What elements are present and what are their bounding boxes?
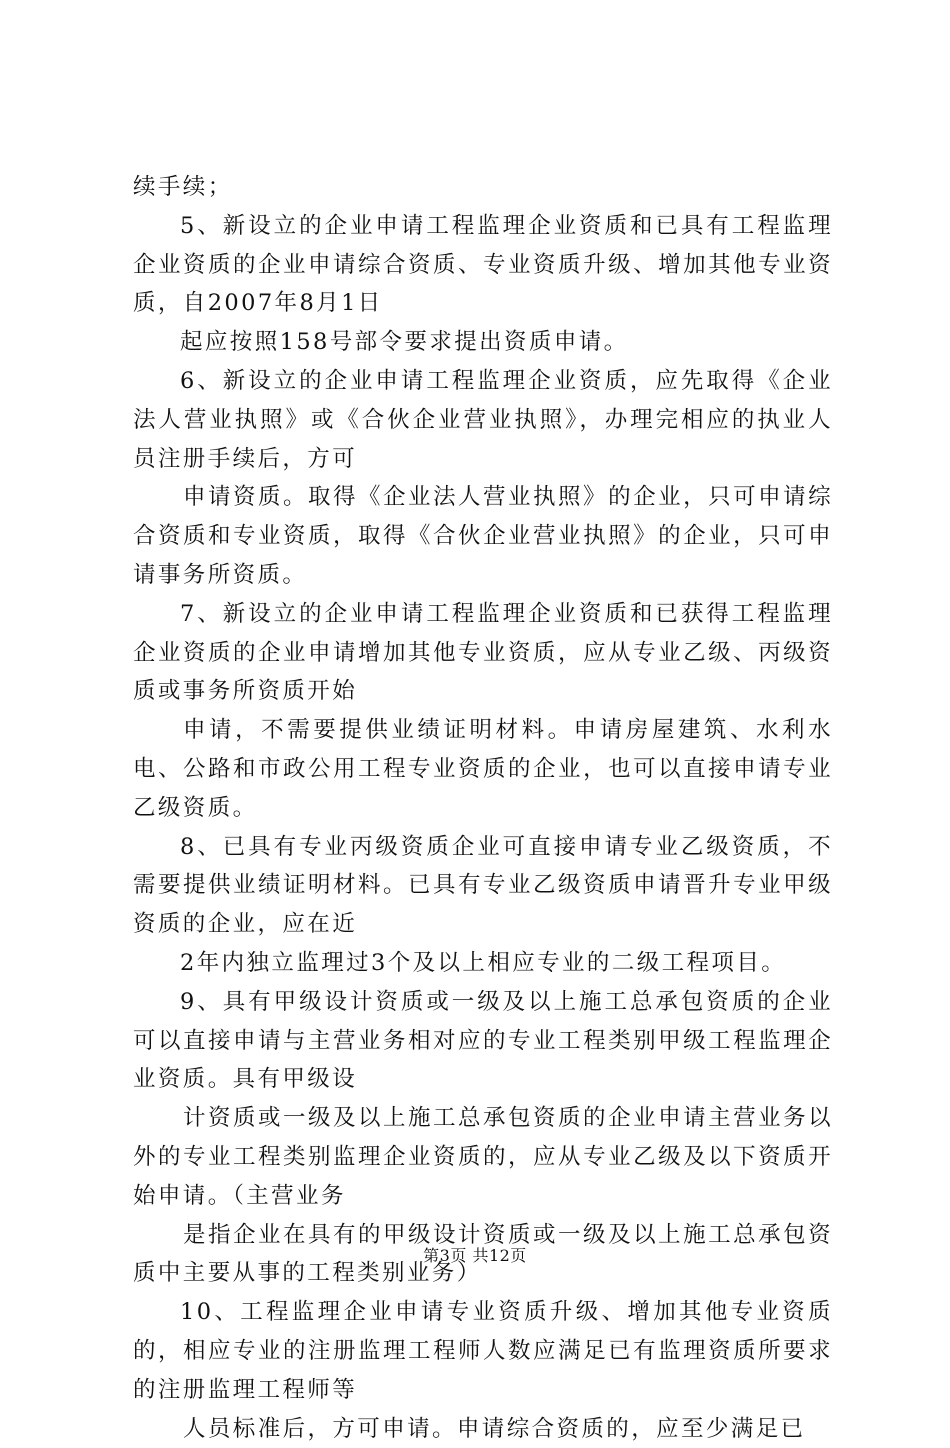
paragraph-item-8: 8、已具有专业丙级资质企业可直接申请专业乙级资质，不需要提供业绩证明材料。已具有专业乙级资质申请晋升专业甲级资质的企业，应在近 xyxy=(133,828,833,944)
paragraph-item-9-continued: 计资质或一级及以上施工总承包资质的企业申请主营业务以外的专业工程类别监理企业资质的，应从专业乙级及以下资质开始申请。（主营业务 xyxy=(133,1099,833,1215)
paragraph-item-10-continued: 人员标准后，方可申请。申请综合资质的，应至少满足已 xyxy=(133,1410,833,1448)
paragraph-item-8-continued: 2年内独立监理过3个及以上相应专业的二级工程项目。 xyxy=(133,944,833,983)
paragraph-item-7: 7、新设立的企业申请工程监理企业资质和已获得工程监理企业资质的企业申请增加其他专业资质，应从专业乙级、丙级资质或事务所资质开始 xyxy=(133,595,833,711)
paragraph-continued: 续手续； xyxy=(133,168,833,207)
paragraph-item-6-continued: 申请资质。取得《企业法人营业执照》的企业，只可申请综合资质和专业资质，取得《合伙企业营业执照》的企业，只可申请事务所资质。 xyxy=(133,478,833,594)
paragraph-item-9: 9、具有甲级设计资质或一级及以上施工总承包资质的企业可以直接申请与主营业务相对应的专业工程类别甲级工程监理企业资质。具有甲级设 xyxy=(133,983,833,1099)
paragraph-item-9-continued-2: 是指企业在具有的甲级设计资质或一级及以上施工总承包资质中主要从事的工程类别业务） xyxy=(133,1216,833,1294)
paragraph-item-5: 5、新设立的企业申请工程监理企业资质和已具有工程监理企业资质的企业申请综合资质、专业资质升级、增加其他专业资质，自2007年8月1日 xyxy=(133,207,833,323)
paragraph-item-10: 10、工程监理企业申请专业资质升级、增加其他专业资质的，相应专业的注册监理工程师人数应满足已有监理资质所要求的注册监理工程师等 xyxy=(133,1293,833,1409)
paragraph-item-5-continued: 起应按照158号部令要求提出资质申请。 xyxy=(133,323,833,362)
paragraph-item-6: 6、新设立的企业申请工程监理企业资质，应先取得《企业法人营业执照》或《合伙企业营业执照》，办理完相应的执业人员注册手续后，方可 xyxy=(133,362,833,478)
page-number-footer: 第3页 共12页 xyxy=(0,1243,950,1266)
paragraph-item-7-continued: 申请，不需要提供业绩证明材料。申请房屋建筑、水利水电、公路和市政公用工程专业资质的企业，也可以直接申请专业乙级资质。 xyxy=(133,711,833,827)
